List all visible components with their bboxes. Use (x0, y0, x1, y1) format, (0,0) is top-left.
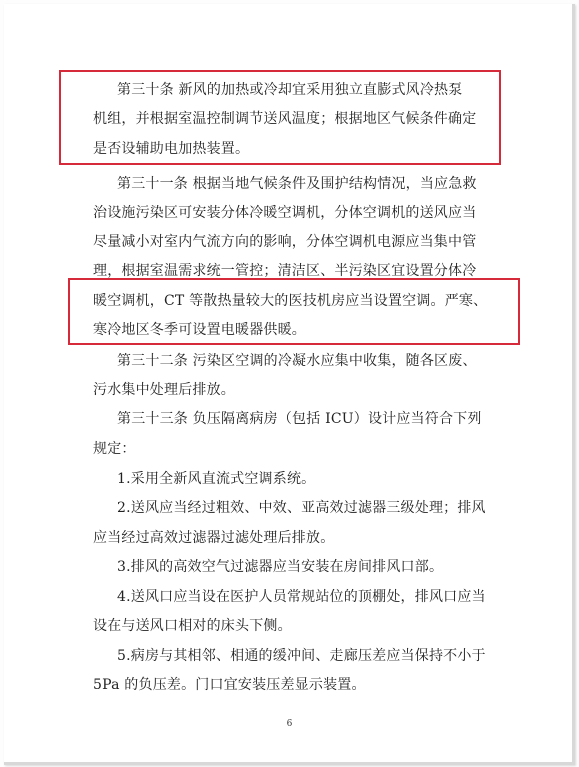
article-31-line-1: 第三十一条 根据当地气候条件及围护结构情况，当应急救 (117, 176, 477, 192)
article-30-line-2: 机组，并根据室温控制调节送风温度；根据地区气候条件确定 (93, 111, 477, 127)
article-31-line-2: 治设施污染区可安装分体冷暖空调机，分体空调机的送风应当 (93, 205, 477, 221)
article-33-item-3: 3.排风的高效空气过滤器应当安装在房间排风口部。 (117, 559, 444, 575)
article-33-item-5-line-2: 5Pa 的负压差。门口宜安装压差显示装置。 (93, 677, 366, 693)
article-30-line-1: 第三十条 新风的加热或冷却宜采用独立直膨式风冷热泵 (117, 82, 463, 98)
article-33-item-2-line-1: 2.送风应当经过粗效、中效、亚高效过滤器三级处理；排风 (117, 500, 486, 516)
article-31-line-5: 暖空调机，CT 等散热量较大的医技机房应当设置空调。严寒、 (93, 293, 488, 309)
article-33-item-5-line-1: 5.病房与其相邻、相通的缓冲间、走廊压差应当保持不小于 (117, 648, 486, 664)
article-33-item-4-line-2: 设在与送风口相对的床头下侧。 (93, 618, 292, 634)
page-number: 6 (286, 719, 293, 729)
article-33-item-4-line-1: 4.送风口应当设在医护人员常规站位的顶棚处，排风口应当 (117, 589, 486, 605)
article-33-line-2: 规定： (93, 441, 136, 457)
article-33-item-2-line-2: 应当经过高效过滤器过滤处理后排放。 (93, 530, 335, 546)
article-31-line-6: 寒冷地区冬季可设置电暖器供暖。 (93, 322, 306, 338)
article-33-item-1: 1.采用全新风直流式空调系统。 (117, 471, 316, 487)
article-33-line-1: 第三十三条 负压隔离病房（包括 ICU）设计应当符合下列 (117, 411, 482, 427)
article-30-line-3: 是否设辅助电加热装置。 (93, 141, 250, 157)
article-31-line-4: 理，根据室温需求统一管控；清洁区、半污染区宜设置分体冷 (93, 263, 477, 279)
article-32-line-2: 污水集中处理后排放。 (93, 382, 235, 398)
article-32-line-1: 第三十二条 污染区空调的冷凝水应集中收集，随各区废、 (117, 353, 477, 369)
article-31-line-3: 尽量减小对室内气流方向的影响，分体空调机电源应当集中管 (93, 234, 477, 250)
